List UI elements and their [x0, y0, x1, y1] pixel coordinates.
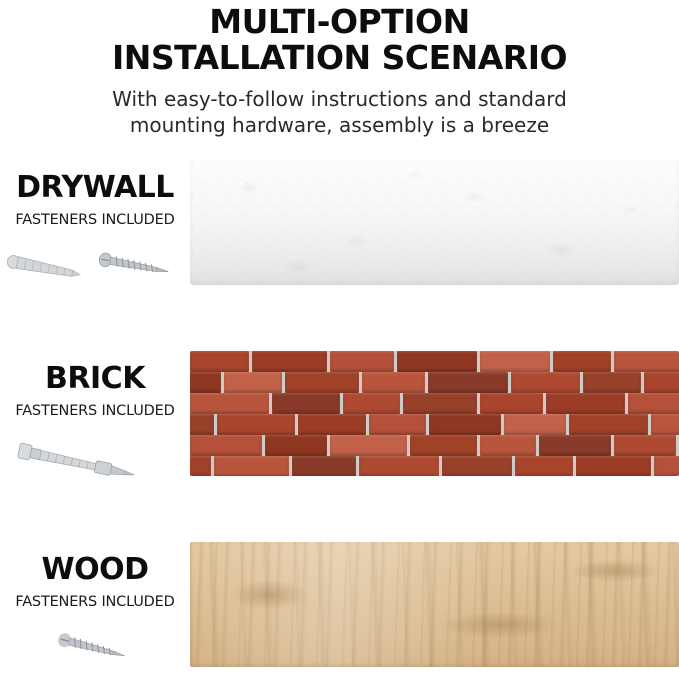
- brick-unit: [292, 456, 356, 476]
- drywall-speckle-overlay: [190, 160, 679, 285]
- brick-unit: [480, 435, 536, 456]
- brick-unit: [272, 393, 340, 414]
- brick-unit: [569, 414, 647, 435]
- sleeve-anchor-icon: [17, 443, 136, 482]
- brick-unit: [214, 456, 289, 476]
- brick-unit: [628, 393, 679, 414]
- brick-row: [190, 456, 679, 476]
- drywall-swatch-column: [190, 160, 679, 285]
- wood-swatch-column: [190, 542, 679, 667]
- brick-unit: [654, 456, 679, 476]
- drywall-hardware-icons: [5, 236, 185, 290]
- drywall-texture-swatch: [190, 160, 679, 285]
- brick-unit: [343, 393, 400, 414]
- subtitle-line-2: mounting hardware, assembly is a breeze: [35, 112, 645, 138]
- brick-unit: [539, 435, 611, 456]
- brick-unit: [298, 414, 365, 435]
- drywall-label-column: [0, 160, 190, 296]
- brick-label-column: [0, 351, 190, 487]
- fasteners-note-brick: FASTENERS INCLUDED: [0, 403, 190, 419]
- brick-unit: [252, 351, 327, 372]
- section-drywall: [0, 160, 679, 296]
- brick-unit: [190, 414, 214, 435]
- brick-unit: [511, 372, 580, 393]
- brick-unit: [359, 456, 439, 476]
- brick-unit: [429, 414, 502, 435]
- brick-unit: [224, 372, 282, 393]
- brick-unit: [190, 351, 249, 372]
- wood-knot-1: [230, 580, 308, 610]
- brick-unit: [362, 372, 425, 393]
- brick-unit: [330, 435, 407, 456]
- wood-screw-icon: [57, 632, 127, 662]
- brick-row: [190, 393, 679, 414]
- wood-knot-3: [570, 560, 660, 582]
- subtitle-line-1: With easy-to-follow instructions and standard: [35, 86, 645, 112]
- material-name-drywall: DRYWALL: [0, 172, 190, 204]
- brick-row: [190, 414, 679, 435]
- brick-unit: [614, 351, 679, 372]
- brick-unit: [190, 456, 211, 476]
- brick-unit: [614, 435, 676, 456]
- brick-unit: [410, 435, 477, 456]
- brick-row: [190, 351, 679, 372]
- brick-unit: [480, 351, 550, 372]
- brick-unit: [403, 393, 477, 414]
- wood-knot-2: [440, 612, 560, 638]
- page-subtitle: [35, 86, 645, 138]
- brick-unit: [576, 456, 651, 476]
- brick-row: [190, 435, 679, 456]
- brick-texture-swatch: [190, 351, 679, 476]
- brick-unit: [644, 372, 679, 393]
- brick-hardware-group: [0, 427, 190, 487]
- brick-unit: [397, 351, 477, 372]
- brick-hardware-icons: [5, 427, 185, 483]
- screw-icon: [98, 252, 169, 278]
- brick-swatch-column: [190, 351, 679, 476]
- brick-unit: [190, 393, 269, 414]
- brick-unit: [330, 351, 394, 372]
- wood-texture-swatch: [190, 542, 679, 667]
- brick-unit: [504, 414, 566, 435]
- brick-unit: [583, 372, 641, 393]
- brick-unit: [217, 414, 295, 435]
- title-line-2: INSTALLATION SCENARIO: [80, 40, 600, 76]
- header: [0, 0, 679, 138]
- brick-unit: [442, 456, 512, 476]
- wood-hardware-group: [0, 618, 190, 678]
- fasteners-note-wood: FASTENERS INCLUDED: [0, 594, 190, 610]
- section-wood: [0, 542, 679, 678]
- page-title: [80, 4, 600, 76]
- brick-unit: [428, 372, 508, 393]
- title-line-1: MULTI-OPTION: [209, 2, 469, 41]
- material-name-brick: BRICK: [0, 363, 190, 395]
- wood-label-column: [0, 542, 190, 678]
- brick-unit: [546, 393, 625, 414]
- fasteners-note-drywall: FASTENERS INCLUDED: [0, 212, 190, 228]
- brick-unit: [553, 351, 612, 372]
- brick-row: [190, 372, 679, 393]
- brick-unit: [285, 372, 359, 393]
- drywall-hardware-group: [0, 236, 190, 296]
- brick-unit: [265, 435, 327, 456]
- wood-hardware-icons: [5, 618, 185, 674]
- section-brick: [0, 351, 679, 487]
- brick-unit: [190, 435, 262, 456]
- brick-unit: [190, 372, 221, 393]
- brick-unit: [369, 414, 426, 435]
- wall-anchor-icon: [6, 254, 81, 280]
- brick-unit: [651, 414, 679, 435]
- brick-unit: [480, 393, 543, 414]
- brick-unit: [515, 456, 574, 476]
- material-name-wood: WOOD: [0, 554, 190, 586]
